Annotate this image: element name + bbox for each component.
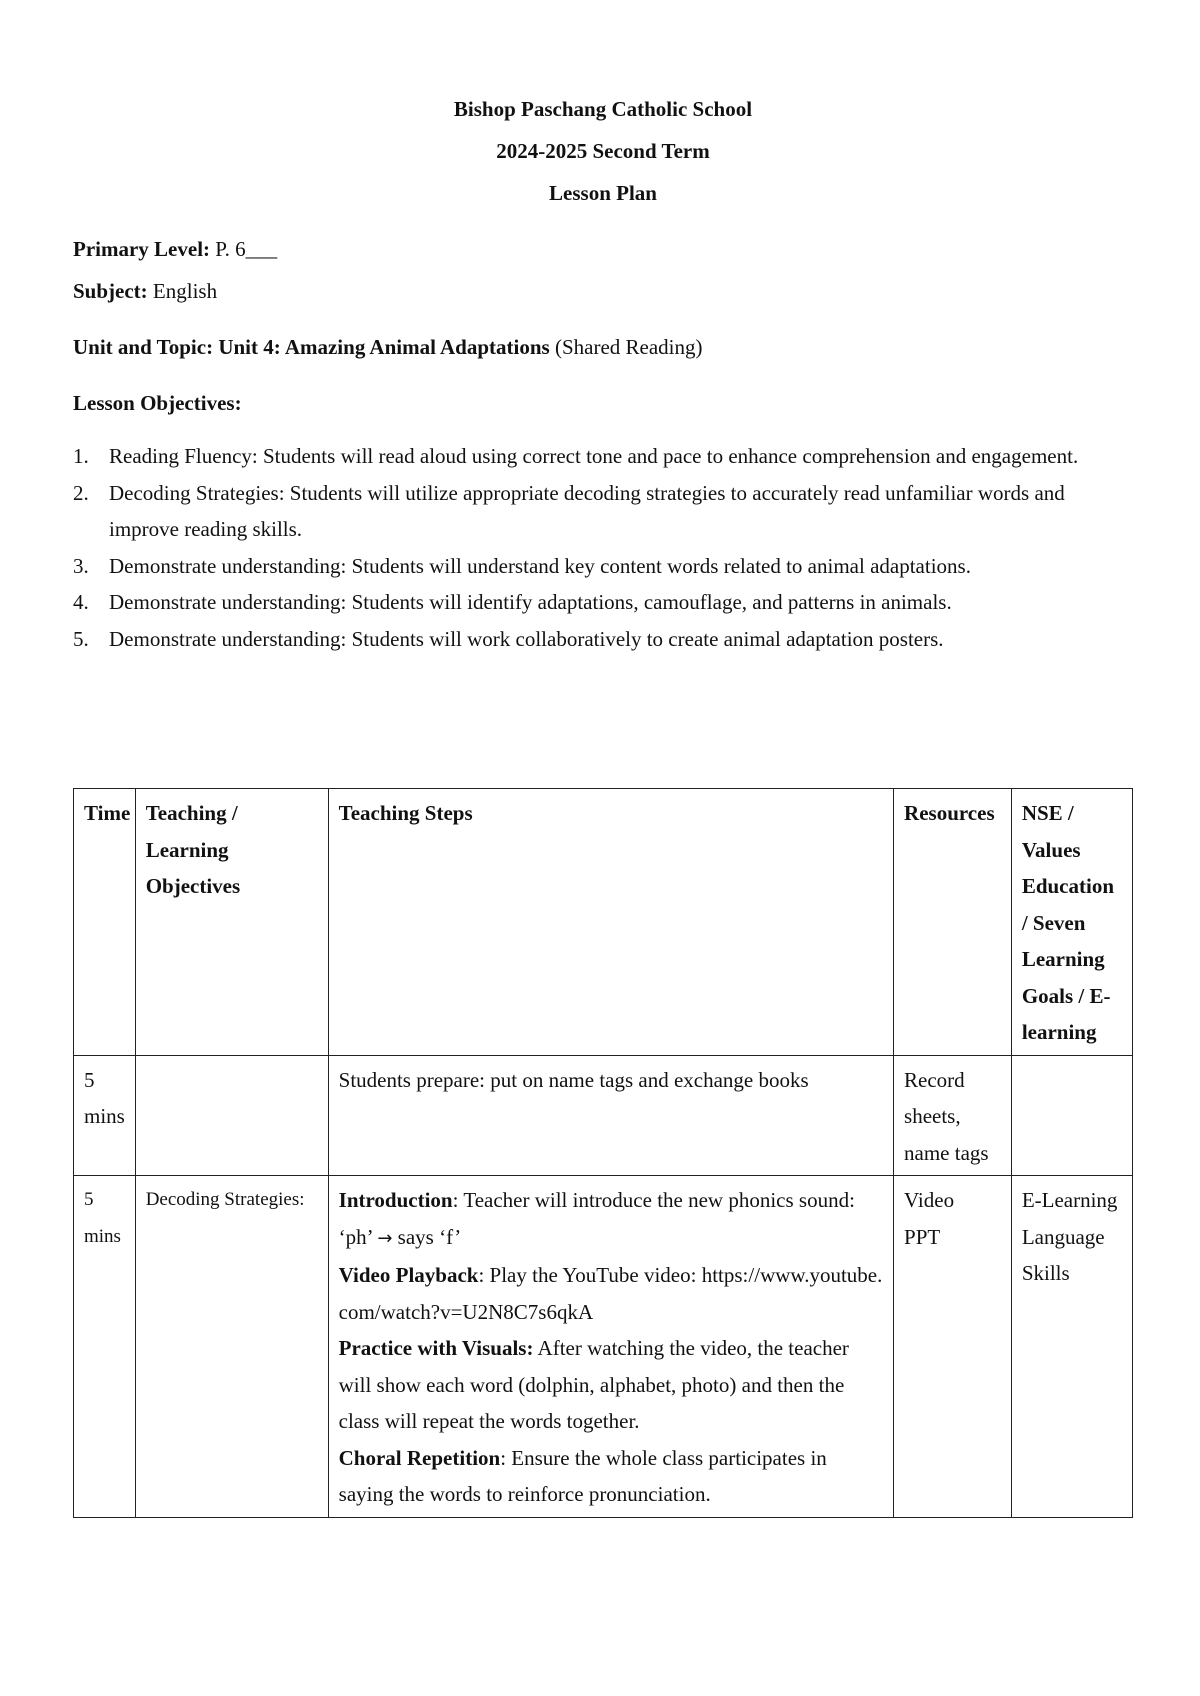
nse-item: Language Skills [1021, 1224, 1105, 1285]
objective-text: Demonstrate understanding: Students will identify adaptations, camouflage, and patterns in animals. [109, 590, 952, 614]
objective-number: 4. [73, 590, 89, 614]
unit-topic [73, 326, 1133, 368]
primary-level-value: P. 6___ [215, 237, 278, 261]
header-time: Time [74, 789, 136, 1056]
primary-level [73, 228, 1133, 270]
primary-level-label: Primary Level: [73, 237, 211, 261]
objective-item [73, 621, 1133, 658]
objectives-label: Lesson Objectives: [73, 391, 242, 415]
unit-label: Unit and Topic: [73, 335, 214, 359]
row2-resources [894, 1176, 1012, 1518]
table-row [74, 1055, 1133, 1176]
objectives-heading [73, 382, 1133, 424]
header-steps: Teaching Steps [328, 789, 893, 1056]
nse-item: E-Learning [1021, 1188, 1118, 1212]
objective-number: 5. [73, 626, 89, 651]
row1-resources: Record sheets, name tags [894, 1055, 1012, 1176]
row2-time: 5 mins [74, 1176, 136, 1518]
table-row [74, 1176, 1133, 1518]
table-header-row [74, 789, 1133, 1056]
intro-label: Introduction [338, 1188, 453, 1212]
header-nse: NSE / Values Education / Seven Learning Goals / E-learning [1011, 789, 1132, 1056]
video-text: : Play the YouTube video: [478, 1263, 702, 1287]
practice-label: Practice with Visuals: [338, 1336, 534, 1360]
practice-text: After watching the video, the teacher will show each word (dolphin, alphabet, photo) and then the class will repeat the words together. [338, 1336, 849, 1433]
choral-label: Choral Repetition [338, 1445, 501, 1470]
subject [73, 270, 1133, 312]
resource-item: Video [904, 1188, 955, 1212]
row1-time: 5 mins [74, 1055, 136, 1176]
objectives-list [73, 438, 1133, 657]
row1-nse [1011, 1055, 1132, 1176]
school-name: Bishop Paschang Catholic School [453, 97, 753, 121]
choral-text: : Ensure the whole class participates in saying the words to reinforce pronunciation. [338, 1445, 827, 1506]
resource-item: PPT [904, 1224, 941, 1249]
video-label: Video Playback [338, 1263, 479, 1287]
row2-nse [1011, 1176, 1132, 1518]
intro-tail: says ‘f’ [392, 1224, 462, 1249]
objective-number: 2. [73, 480, 89, 505]
subject-label: Subject: [73, 279, 148, 303]
unit-note: (Shared Reading) [554, 335, 703, 359]
objective-text: Reading Fluency: Students will read aloud using correct tone and pace to enhance comprehension and engagement. [109, 444, 1079, 468]
video-url-link[interactable]: https://www.youtube.com/watch?v=U2N8C7s6qkA [338, 1263, 883, 1324]
objective-number: 3. [73, 553, 89, 578]
objective-item [73, 548, 1133, 585]
row2-objectives: Decoding Strategies: [135, 1176, 328, 1518]
intro-text: : Teacher will introduce the new phonics sound: ‘ph’ [338, 1188, 855, 1249]
row1-steps: Students prepare: put on name tags and exchange books [328, 1055, 893, 1176]
header-resources: Resources [894, 789, 1012, 1056]
objective-text: Decoding Strategies: Students will utilize appropriate decoding strategies to accurately read unfamiliar words and improve reading skills. [109, 480, 1065, 541]
term-title: 2024-2025 Second Term [496, 139, 710, 163]
doc-title: Lesson Plan [549, 181, 657, 205]
arrow-right-icon: → [377, 1227, 393, 1249]
objective-item [73, 584, 1133, 621]
unit-value: Unit 4: Amazing Animal Adaptations [218, 335, 550, 359]
objective-text: Demonstrate understanding: Students will work collaboratively to create animal adaptation posters. [109, 626, 944, 651]
objective-item [73, 475, 1133, 548]
document-page [73, 88, 1133, 657]
lesson-plan-table [73, 788, 1133, 1518]
header-objectives: Teaching / Learning Objectives [135, 789, 328, 1056]
objective-number: 1. [73, 444, 89, 468]
objective-item [73, 438, 1133, 475]
row1-objectives [135, 1055, 328, 1176]
objective-text: Demonstrate understanding: Students will understand key content words related to animal adaptations. [109, 553, 971, 578]
row2-steps [328, 1176, 893, 1518]
subject-value: English [152, 279, 218, 303]
